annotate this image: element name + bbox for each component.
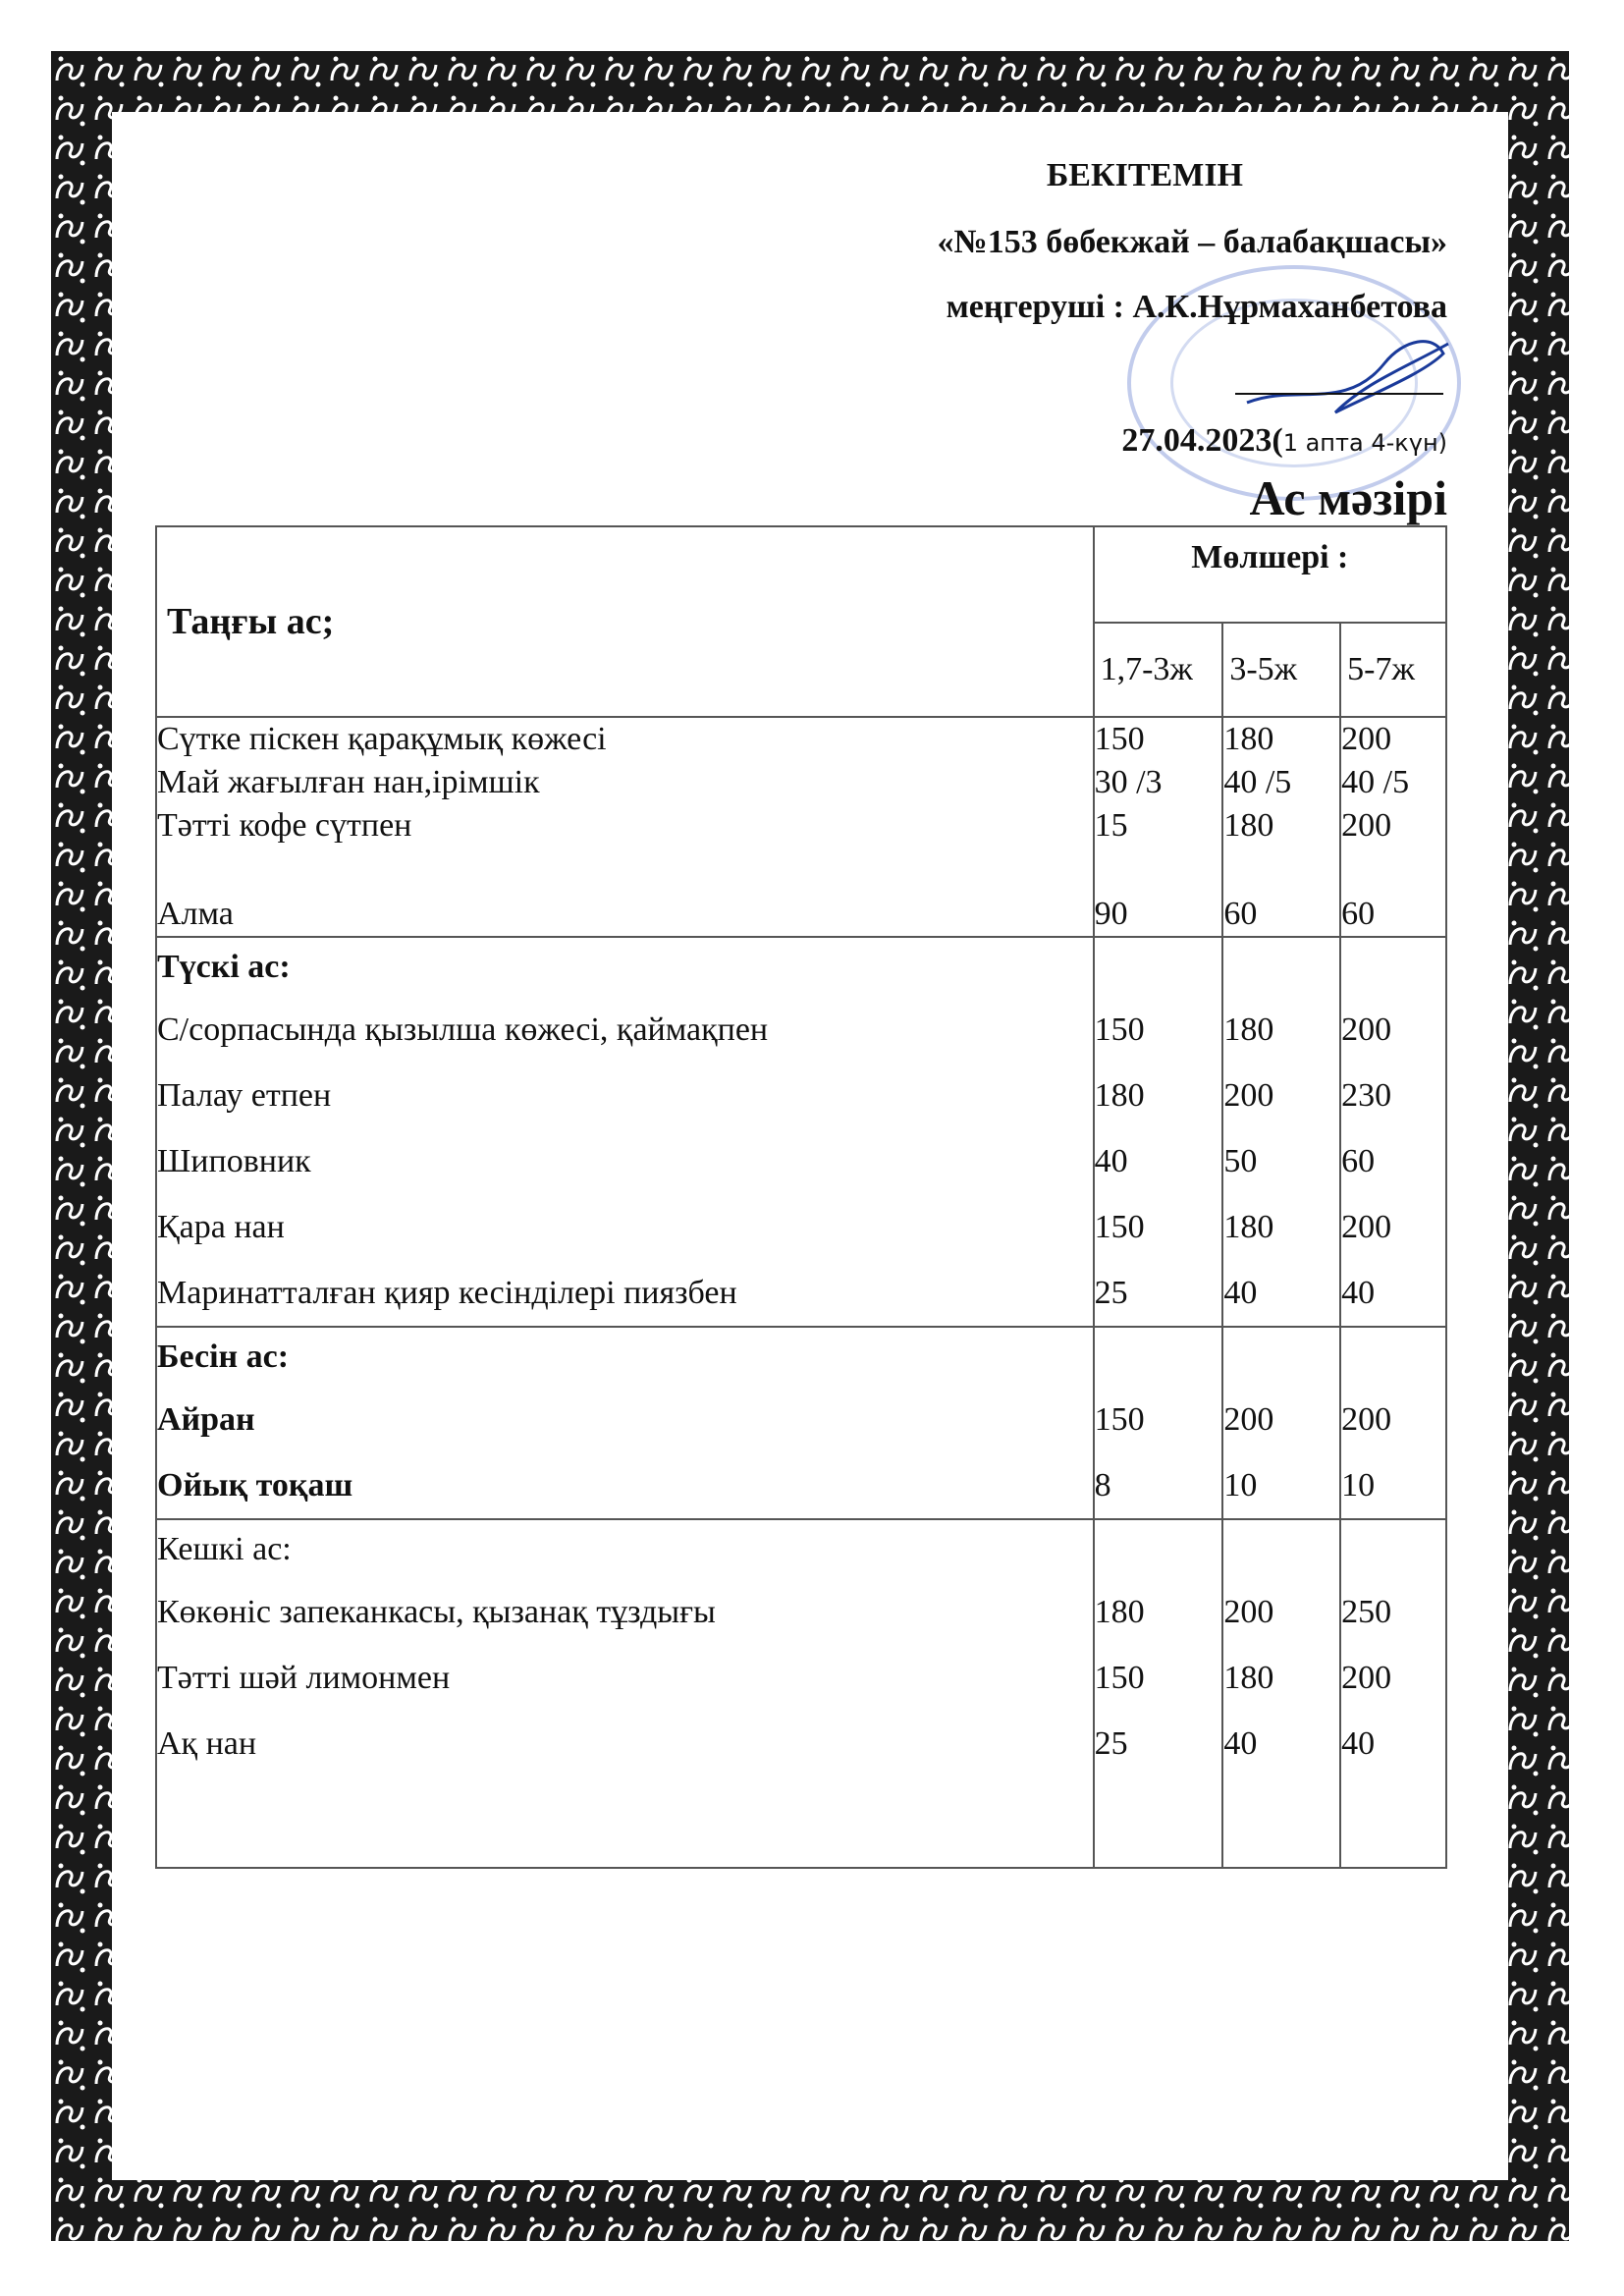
dish-name: Көкөніс запеканкасы, қызанақ тұздығы xyxy=(157,1594,716,1630)
dish-name: Маринатталған қияр кесінділері пиязбен xyxy=(157,1275,737,1311)
lunch-amounts-2 xyxy=(1222,937,1340,1327)
amount-value: 40 xyxy=(1223,1275,1258,1311)
amount-value: 180 xyxy=(1094,1077,1145,1114)
breakfast-amounts-3 xyxy=(1340,717,1446,937)
amount-value: 200 xyxy=(1341,1660,1392,1696)
amount-value: 200 xyxy=(1223,1594,1274,1630)
amount-value: 180 xyxy=(1223,807,1274,844)
amount-value: 10 xyxy=(1223,1467,1258,1503)
amount-value: 150 xyxy=(1094,1660,1145,1696)
amount-value: 250 xyxy=(1341,1594,1392,1630)
head-name: меңгеруші : А.К.Нұрмаханбетова xyxy=(946,289,1447,325)
age-group-1: 1,7-3ж xyxy=(1094,623,1223,717)
lunch-items xyxy=(156,937,1094,1327)
amount-value: 10 xyxy=(1341,1467,1376,1503)
amount-heading: Мөлшері : xyxy=(1094,526,1446,623)
dish-name: Қара нан xyxy=(157,1209,285,1245)
menu-date xyxy=(1121,422,1447,460)
dish-name: Тәтті шәй лимонмен xyxy=(157,1660,451,1696)
snack-items xyxy=(156,1327,1094,1519)
dish-name: Сүтке піскен қарақұмық көжесі xyxy=(157,721,607,757)
lunch-section xyxy=(156,937,1446,1327)
dinner-heading: Кешкі ас: xyxy=(157,1531,292,1567)
dinner-amounts-2 xyxy=(1222,1519,1340,1868)
amount-value: 180 xyxy=(1223,1209,1274,1245)
amount-value: 40 /5 xyxy=(1223,764,1292,800)
amount-value: 150 xyxy=(1094,1209,1145,1245)
amount-value: 230 xyxy=(1341,1077,1392,1114)
amount-value: 180 xyxy=(1094,1594,1145,1630)
amount-value: 180 xyxy=(1223,1011,1274,1048)
dish-name: С/сорпасында қызылша көжесі, қаймақпен xyxy=(157,1011,769,1048)
dish-name: Алма xyxy=(157,896,234,932)
dinner-amounts-1 xyxy=(1094,1519,1223,1868)
amount-value: 200 xyxy=(1223,1077,1274,1114)
amount-value: 40 /5 xyxy=(1341,764,1410,800)
amount-value: 40 xyxy=(1341,1725,1376,1762)
amount-value: 30 /3 xyxy=(1094,764,1163,800)
dish-name: Ойық тоқаш xyxy=(157,1467,353,1503)
week-day-note: 1 апта 4-күн) xyxy=(1282,429,1447,457)
amount-value: 40 xyxy=(1341,1275,1376,1311)
amount-value: 200 xyxy=(1341,807,1392,844)
amount-value: 200 xyxy=(1341,1209,1392,1245)
breakfast-amounts-2 xyxy=(1222,717,1340,937)
dish-name: Палау етпен xyxy=(157,1077,332,1114)
snack-amounts-1 xyxy=(1094,1327,1223,1519)
amount-value: 200 xyxy=(1341,721,1392,757)
signature xyxy=(1237,324,1453,422)
amount-value: 200 xyxy=(1341,1401,1392,1438)
amount-value: 150 xyxy=(1094,721,1145,757)
breakfast-items xyxy=(156,717,1094,937)
dinner-amounts-3 xyxy=(1340,1519,1446,1868)
dish-name: Айран xyxy=(157,1401,255,1438)
amount-value: 15 xyxy=(1094,807,1128,844)
breakfast-heading: Таңғы ас; xyxy=(156,526,1094,717)
amount-value: 8 xyxy=(1094,1467,1111,1503)
age-group-3: 5-7ж xyxy=(1340,623,1446,717)
amount-value: 90 xyxy=(1094,896,1128,932)
amount-value: 200 xyxy=(1223,1401,1274,1438)
dinner-items xyxy=(156,1519,1094,1868)
menu-title: Ас мәзірі xyxy=(1249,470,1447,525)
amount-value: 40 xyxy=(1094,1143,1128,1179)
dish-name: Шиповник xyxy=(157,1143,311,1179)
amount-value: 150 xyxy=(1094,1401,1145,1438)
institution-name: «№153 бөбекжай – балабақшасы» xyxy=(937,224,1447,260)
dinner-section xyxy=(156,1519,1446,1868)
dish-name: Тәтті кофе сүтпен xyxy=(157,807,412,844)
menu-table xyxy=(155,525,1447,1869)
amount-value: 60 xyxy=(1223,896,1258,932)
amount-value: 40 xyxy=(1223,1725,1258,1762)
amount-value: 25 xyxy=(1094,1275,1128,1311)
amount-value: 60 xyxy=(1341,896,1376,932)
amount-value: 180 xyxy=(1223,1660,1274,1696)
lunch-amounts-1 xyxy=(1094,937,1223,1327)
amount-value: 25 xyxy=(1094,1725,1128,1762)
dish-name: Ақ нан xyxy=(157,1725,257,1762)
approval-heading: БЕКІТЕМІН xyxy=(1046,157,1243,193)
breakfast-section xyxy=(156,717,1446,937)
amount-value: 60 xyxy=(1341,1143,1376,1179)
lunch-heading: Түскі ас: xyxy=(157,949,291,985)
amount-value: 200 xyxy=(1341,1011,1392,1048)
breakfast-amounts-1 xyxy=(1094,717,1223,937)
amount-value: 180 xyxy=(1223,721,1274,757)
snack-amounts-3 xyxy=(1340,1327,1446,1519)
amount-value: 150 xyxy=(1094,1011,1145,1048)
snack-section xyxy=(156,1327,1446,1519)
date-value: 27.04.2023( xyxy=(1121,422,1283,459)
amount-value: 50 xyxy=(1223,1143,1258,1179)
snack-heading: Бесін ас: xyxy=(157,1339,290,1375)
age-group-2: 3-5ж xyxy=(1222,623,1340,717)
lunch-amounts-3 xyxy=(1340,937,1446,1327)
snack-amounts-2 xyxy=(1222,1327,1340,1519)
dish-name: Май жағылған нан,ірімшік xyxy=(157,764,540,800)
signature-line xyxy=(1235,393,1443,395)
